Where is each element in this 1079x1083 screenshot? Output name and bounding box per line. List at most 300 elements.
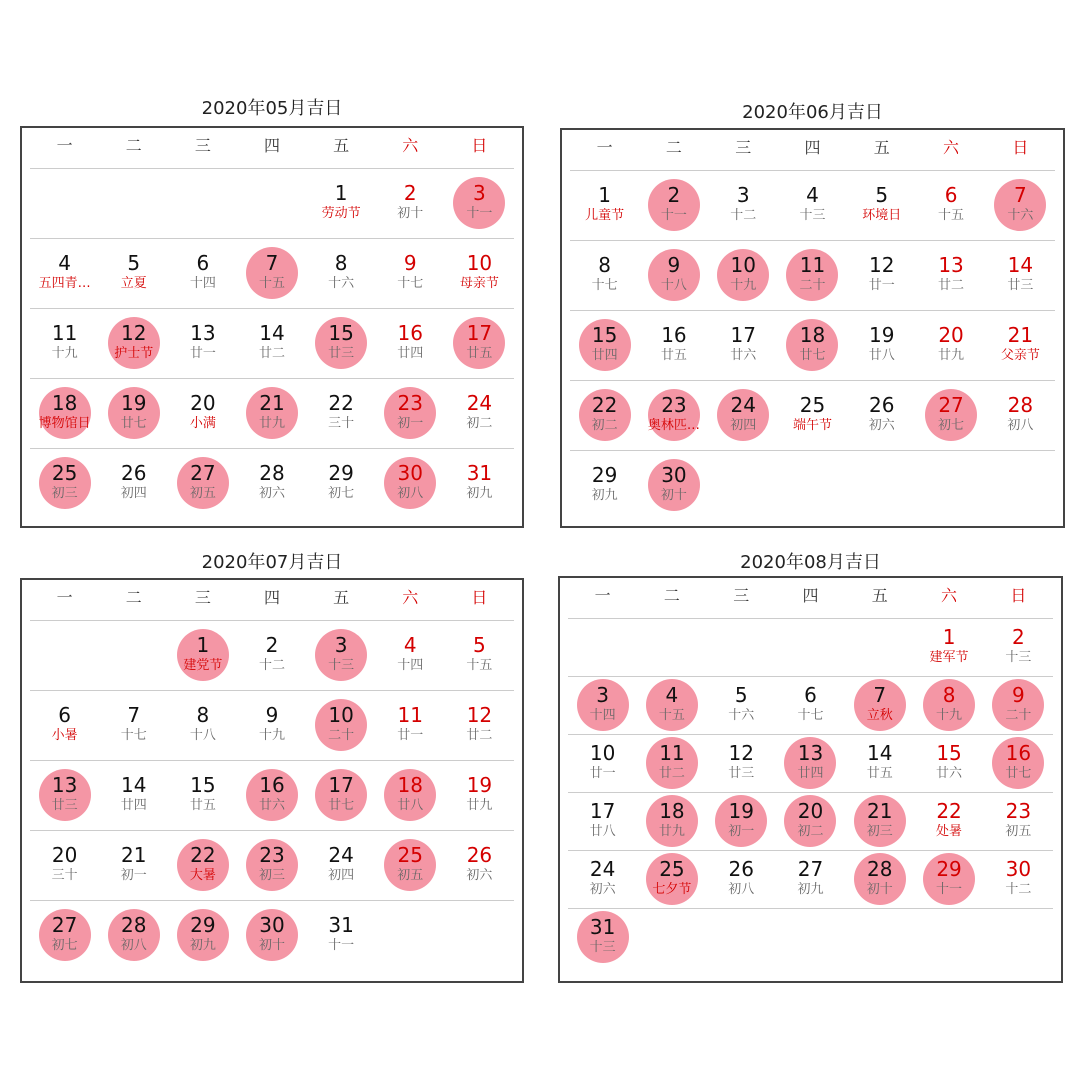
- day-number: 7: [265, 251, 279, 275]
- lunar-date-label: 廿一: [589, 766, 616, 781]
- day-cell[interactable]: [709, 380, 778, 450]
- lunar-date-label: 十二: [1005, 882, 1032, 897]
- day-number: 2: [667, 183, 681, 207]
- day-cell[interactable]: [237, 690, 306, 760]
- day-cell[interactable]: [639, 240, 708, 310]
- day-number: 1: [598, 183, 611, 207]
- day-cell[interactable]: [707, 850, 776, 908]
- day-number: 27: [797, 857, 824, 881]
- day-number: 17: [466, 321, 493, 345]
- day-cell[interactable]: [709, 310, 778, 380]
- lunar-date-label: 十八: [660, 278, 687, 293]
- lunar-date-label: 十二: [258, 658, 285, 673]
- day-number: 16: [1005, 741, 1032, 765]
- day-cell[interactable]: [639, 380, 708, 450]
- day-cell[interactable]: [168, 690, 237, 760]
- day-number: 13: [797, 741, 824, 765]
- day-number: 8: [196, 703, 210, 727]
- festival-label: 小满: [189, 416, 216, 431]
- lunar-date-label: 廿九: [258, 416, 285, 431]
- day-cell[interactable]: [570, 170, 639, 240]
- day-cell[interactable]: [237, 448, 306, 518]
- day-cell[interactable]: [168, 900, 237, 970]
- day-cell[interactable]: [445, 378, 514, 448]
- day-cell[interactable]: [570, 240, 639, 310]
- day-number: 25: [659, 857, 685, 881]
- day-cell[interactable]: [30, 900, 99, 970]
- day-number: 1: [196, 633, 210, 657]
- day-cell[interactable]: [916, 240, 985, 310]
- day-cell[interactable]: [914, 618, 983, 676]
- lunar-date-label: 三十: [51, 868, 78, 883]
- day-cell[interactable]: [845, 850, 914, 908]
- day-cell[interactable]: [637, 792, 706, 850]
- day-cell[interactable]: [916, 310, 985, 380]
- lunar-date-label: 廿二: [658, 766, 685, 781]
- day-number: 8: [598, 253, 611, 277]
- weekday-label: 五: [333, 588, 350, 607]
- day-cell[interactable]: [845, 792, 914, 850]
- festival-label: 五四青…: [38, 276, 91, 291]
- day-cell[interactable]: [445, 760, 514, 830]
- day-cell[interactable]: [307, 690, 376, 760]
- day-number: 12: [728, 741, 754, 765]
- day-cell[interactable]: [845, 676, 914, 734]
- day-number: 6: [804, 683, 817, 707]
- day-number: 14: [259, 321, 285, 345]
- lunar-date-label: 十七: [591, 278, 618, 293]
- day-number: 20: [190, 391, 216, 415]
- lunar-date-label: 十九: [936, 708, 963, 723]
- day-cell[interactable]: [916, 380, 985, 450]
- day-number: 18: [659, 799, 685, 823]
- day-cell[interactable]: [709, 240, 778, 310]
- lunar-date-label: 十八: [189, 728, 216, 743]
- day-cell[interactable]: [778, 380, 847, 450]
- day-number: 30: [661, 463, 687, 487]
- day-cell[interactable]: [30, 830, 99, 900]
- day-cell[interactable]: [376, 238, 445, 308]
- day-cell[interactable]: [568, 908, 637, 966]
- lunar-date-label: 初三: [51, 486, 78, 501]
- row-divider: [568, 908, 1053, 909]
- calendar-title: 2020年08月吉日: [740, 552, 881, 573]
- weekday-label: 四: [802, 586, 819, 605]
- weekday-label: 二: [125, 136, 142, 155]
- lunar-date-label: 廿一: [868, 278, 895, 293]
- day-cell[interactable]: [914, 676, 983, 734]
- day-number: 9: [403, 251, 417, 275]
- day-number: 3: [596, 683, 609, 707]
- day-cell[interactable]: [778, 240, 847, 310]
- day-number: 12: [120, 321, 147, 345]
- weekday-label: 五: [873, 138, 890, 157]
- day-number: 10: [730, 253, 756, 277]
- lunar-date-label: 初二: [466, 416, 493, 431]
- day-cell[interactable]: [847, 310, 916, 380]
- lunar-date-label: 十九: [51, 346, 78, 361]
- day-cell[interactable]: [986, 310, 1055, 380]
- day-cell[interactable]: [99, 238, 168, 308]
- day-cell[interactable]: [570, 380, 639, 450]
- day-cell[interactable]: [984, 850, 1053, 908]
- festival-label: 博物馆日: [38, 416, 91, 431]
- lunar-date-label: 十七: [397, 276, 424, 291]
- day-number: 12: [466, 703, 493, 727]
- day-number: 27: [190, 461, 216, 485]
- day-number: 20: [51, 843, 78, 867]
- lunar-date-label: 廿七: [799, 348, 826, 363]
- day-cell[interactable]: [237, 308, 306, 378]
- day-cell[interactable]: [776, 850, 845, 908]
- lunar-date-label: 十一: [466, 206, 493, 221]
- day-cell[interactable]: [376, 448, 445, 518]
- day-number: 21: [1007, 323, 1034, 347]
- day-number: 23: [1005, 799, 1032, 823]
- weekday-label: 一: [56, 588, 73, 607]
- day-cell[interactable]: [986, 170, 1055, 240]
- lunar-date-label: 初九: [797, 882, 824, 897]
- day-number: 2: [265, 633, 279, 657]
- day-number: 4: [806, 183, 819, 207]
- day-cell[interactable]: [568, 676, 637, 734]
- day-cell[interactable]: [30, 760, 99, 830]
- day-cell[interactable]: [570, 450, 639, 520]
- day-number: 3: [473, 181, 486, 205]
- weekday-label: 一: [56, 136, 73, 155]
- lunar-date-label: 十五: [658, 708, 685, 723]
- day-number: 4: [665, 683, 679, 707]
- lunar-date-label: 初三: [258, 868, 285, 883]
- day-number: 17: [328, 773, 354, 797]
- festival-label: 建党节: [183, 658, 223, 673]
- day-cell[interactable]: [168, 238, 237, 308]
- calendar-title: 2020年05月吉日: [201, 98, 343, 119]
- day-cell[interactable]: [776, 792, 845, 850]
- lunar-date-label: 十六: [1007, 208, 1034, 223]
- lunar-date-label: 初五: [189, 486, 216, 501]
- lunar-date-label: 二十: [328, 728, 355, 743]
- day-cell[interactable]: [30, 690, 99, 760]
- day-cell[interactable]: [916, 170, 985, 240]
- day-number: 6: [944, 183, 958, 207]
- day-number: 4: [403, 633, 417, 657]
- day-cell[interactable]: [984, 618, 1053, 676]
- day-number: 16: [661, 323, 687, 347]
- day-cell[interactable]: [99, 690, 168, 760]
- day-cell[interactable]: [709, 170, 778, 240]
- day-cell[interactable]: [237, 238, 306, 308]
- day-cell[interactable]: [639, 450, 708, 520]
- lunar-date-label: 二十: [799, 278, 826, 293]
- day-number: 29: [190, 913, 216, 937]
- weekday-label: 二: [125, 588, 142, 607]
- lunar-date-label: 廿四: [397, 346, 424, 361]
- weekday-label: 四: [263, 588, 280, 607]
- lunar-date-label: 廿九: [938, 348, 965, 363]
- day-cell[interactable]: [778, 310, 847, 380]
- day-cell[interactable]: [445, 308, 514, 378]
- lunar-date-label: 廿六: [258, 798, 285, 813]
- festival-label: 七夕节: [652, 882, 692, 897]
- day-cell[interactable]: [914, 850, 983, 908]
- day-number: 5: [473, 633, 486, 657]
- lunar-date-label: 廿八: [589, 824, 616, 839]
- day-cell[interactable]: [445, 168, 514, 238]
- day-number: 31: [466, 461, 493, 485]
- day-number: 30: [259, 913, 285, 937]
- day-number: 6: [196, 251, 210, 275]
- day-number: 22: [936, 799, 962, 823]
- day-cell[interactable]: [639, 170, 708, 240]
- day-number: 14: [867, 741, 893, 765]
- day-cell[interactable]: [845, 734, 914, 792]
- day-number: 28: [259, 461, 285, 485]
- day-cell[interactable]: [778, 170, 847, 240]
- lunar-date-label: 二十: [1005, 708, 1032, 723]
- day-cell[interactable]: [307, 308, 376, 378]
- day-cell[interactable]: [984, 676, 1053, 734]
- day-cell[interactable]: [99, 900, 168, 970]
- day-cell[interactable]: [568, 734, 637, 792]
- lunar-date-label: 初十: [397, 206, 424, 221]
- lunar-date-label: 廿五: [660, 348, 687, 363]
- lunar-date-label: 初九: [591, 488, 618, 503]
- weekday-label: 五: [871, 586, 888, 605]
- day-number: 9: [1011, 683, 1025, 707]
- day-cell[interactable]: [707, 792, 776, 850]
- day-cell[interactable]: [445, 690, 514, 760]
- day-cell[interactable]: [30, 448, 99, 518]
- day-cell[interactable]: [376, 690, 445, 760]
- day-cell[interactable]: [237, 620, 306, 690]
- lunar-date-label: 廿九: [466, 798, 493, 813]
- day-cell[interactable]: [776, 734, 845, 792]
- day-cell[interactable]: [99, 378, 168, 448]
- day-cell[interactable]: [445, 238, 514, 308]
- lunar-date-label: 十四: [397, 658, 424, 673]
- day-cell[interactable]: [168, 448, 237, 518]
- day-cell[interactable]: [99, 308, 168, 378]
- day-number: 18: [51, 391, 78, 415]
- day-cell[interactable]: [984, 792, 1053, 850]
- day-cell[interactable]: [307, 760, 376, 830]
- day-number: 9: [667, 253, 681, 277]
- day-number: 23: [397, 391, 423, 415]
- day-cell[interactable]: [568, 792, 637, 850]
- day-cell[interactable]: [237, 900, 306, 970]
- day-cell[interactable]: [237, 760, 306, 830]
- day-cell[interactable]: [445, 448, 514, 518]
- lunar-date-label: 十三: [589, 940, 616, 955]
- day-number: 21: [867, 799, 893, 823]
- day-cell[interactable]: [168, 378, 237, 448]
- day-number: 24: [466, 391, 493, 415]
- lunar-date-label: 廿五: [466, 346, 493, 361]
- day-number: 27: [51, 913, 78, 937]
- day-cell[interactable]: [847, 240, 916, 310]
- day-cell[interactable]: [376, 620, 445, 690]
- weekday-label: 日: [471, 136, 488, 155]
- lunar-date-label: 廿五: [189, 798, 216, 813]
- festival-label: 小暑: [51, 728, 78, 743]
- day-cell[interactable]: [307, 900, 376, 970]
- lunar-date-label: 初四: [120, 486, 147, 501]
- day-number: 3: [334, 633, 348, 657]
- day-number: 16: [259, 773, 285, 797]
- lunar-date-label: 初五: [397, 868, 424, 883]
- day-cell[interactable]: [914, 734, 983, 792]
- day-cell[interactable]: [376, 760, 445, 830]
- day-cell[interactable]: [376, 378, 445, 448]
- lunar-date-label: 十六: [728, 708, 755, 723]
- calendar-title: 2020年07月吉日: [201, 552, 343, 573]
- lunar-date-label: 初七: [51, 938, 78, 953]
- festival-label: 大暑: [189, 868, 216, 883]
- day-number: 1: [942, 625, 956, 649]
- day-number: 2: [403, 181, 417, 205]
- day-number: 7: [1013, 183, 1027, 207]
- day-number: 22: [328, 391, 354, 415]
- day-cell[interactable]: [168, 620, 237, 690]
- day-cell[interactable]: [307, 378, 376, 448]
- day-cell[interactable]: [445, 830, 514, 900]
- lunar-date-label: 廿七: [328, 798, 355, 813]
- lunar-date-label: 初二: [591, 418, 618, 433]
- day-cell[interactable]: [168, 830, 237, 900]
- weekday-label: 六: [941, 586, 958, 605]
- day-cell[interactable]: [847, 170, 916, 240]
- day-number: 29: [328, 461, 354, 485]
- lunar-date-label: 十一: [660, 208, 687, 223]
- weekday-label: 三: [733, 586, 750, 605]
- day-number: 30: [1005, 857, 1032, 881]
- day-number: 10: [589, 741, 616, 765]
- lunar-date-label: 廿五: [866, 766, 893, 781]
- day-cell[interactable]: [99, 760, 168, 830]
- festival-label: 奥林匹…: [647, 418, 700, 433]
- day-cell[interactable]: [30, 308, 99, 378]
- day-cell[interactable]: [637, 676, 706, 734]
- festival-label: 劳动节: [321, 206, 361, 221]
- day-cell[interactable]: [707, 676, 776, 734]
- lunar-date-label: 十七: [797, 708, 824, 723]
- day-cell[interactable]: [99, 448, 168, 518]
- day-cell[interactable]: [307, 168, 376, 238]
- weekday-label: 四: [263, 136, 280, 155]
- day-cell[interactable]: [568, 850, 637, 908]
- day-number: 15: [591, 323, 618, 347]
- day-number: 31: [328, 913, 354, 937]
- weekday-label: 一: [594, 586, 611, 605]
- day-number: 20: [797, 799, 824, 823]
- day-cell[interactable]: [986, 380, 1055, 450]
- day-cell[interactable]: [637, 850, 706, 908]
- day-number: 11: [799, 253, 826, 277]
- day-cell[interactable]: [99, 830, 168, 900]
- day-cell[interactable]: [237, 830, 306, 900]
- day-number: 15: [190, 773, 216, 797]
- day-cell[interactable]: [776, 676, 845, 734]
- day-cell[interactable]: [307, 620, 376, 690]
- day-cell[interactable]: [307, 238, 376, 308]
- day-number: 28: [1007, 393, 1034, 417]
- day-cell[interactable]: [637, 734, 706, 792]
- day-number: 2: [1011, 625, 1025, 649]
- day-cell[interactable]: [847, 380, 916, 450]
- weekday-label: 日: [1010, 586, 1027, 605]
- day-cell[interactable]: [376, 830, 445, 900]
- lunar-date-label: 初四: [730, 418, 757, 433]
- lunar-date-label: 初六: [868, 418, 895, 433]
- day-number: 7: [873, 683, 887, 707]
- day-cell[interactable]: [168, 308, 237, 378]
- lunar-date-label: 初一: [397, 416, 424, 431]
- weekday-label: 三: [194, 136, 211, 155]
- lunar-date-label: 廿一: [189, 346, 216, 361]
- day-cell[interactable]: [445, 620, 514, 690]
- lunar-date-label: 十七: [120, 728, 147, 743]
- day-cell[interactable]: [237, 378, 306, 448]
- day-number: 16: [397, 321, 423, 345]
- day-number: 25: [397, 843, 423, 867]
- day-number: 19: [869, 323, 895, 347]
- day-cell[interactable]: [30, 378, 99, 448]
- day-cell[interactable]: [984, 734, 1053, 792]
- day-number: 3: [736, 183, 750, 207]
- festival-label: 儿童节: [585, 208, 625, 223]
- day-number: 24: [730, 393, 756, 417]
- day-cell[interactable]: [986, 240, 1055, 310]
- day-cell[interactable]: [376, 168, 445, 238]
- day-cell[interactable]: [914, 792, 983, 850]
- day-cell[interactable]: [707, 734, 776, 792]
- day-cell[interactable]: [376, 308, 445, 378]
- lunar-date-label: 初八: [1007, 418, 1034, 433]
- weekday-header: [570, 130, 1055, 171]
- day-cell[interactable]: [570, 310, 639, 380]
- day-number: 14: [120, 773, 147, 797]
- weekday-header: [30, 128, 514, 169]
- day-number: 31: [589, 915, 616, 939]
- weekday-header: [30, 580, 514, 621]
- day-cell[interactable]: [307, 830, 376, 900]
- day-number: 28: [867, 857, 893, 881]
- day-cell[interactable]: [168, 760, 237, 830]
- lunar-date-label: 初八: [397, 486, 424, 501]
- day-number: 24: [589, 857, 616, 881]
- day-cell[interactable]: [639, 310, 708, 380]
- calendar-frame: [560, 128, 1065, 528]
- lunar-date-label: 十六: [328, 276, 355, 291]
- day-cell[interactable]: [30, 238, 99, 308]
- day-cell[interactable]: [307, 448, 376, 518]
- lunar-date-label: 初九: [189, 938, 216, 953]
- lunar-date-label: 廿八: [868, 348, 895, 363]
- festival-label: 端午节: [792, 418, 832, 433]
- day-number: 18: [397, 773, 423, 797]
- lunar-date-label: 廿四: [591, 348, 618, 363]
- lunar-date-label: 十一: [936, 882, 963, 897]
- lunar-date-label: 三十: [328, 416, 355, 431]
- lunar-date-label: 廿二: [258, 346, 285, 361]
- lunar-date-label: 十四: [189, 276, 216, 291]
- day-number: 29: [936, 857, 962, 881]
- lunar-date-label: 初五: [1005, 824, 1032, 839]
- weekday-header: [568, 578, 1053, 619]
- lunar-date-label: 十一: [328, 938, 355, 953]
- lunar-date-label: 廿二: [938, 278, 965, 293]
